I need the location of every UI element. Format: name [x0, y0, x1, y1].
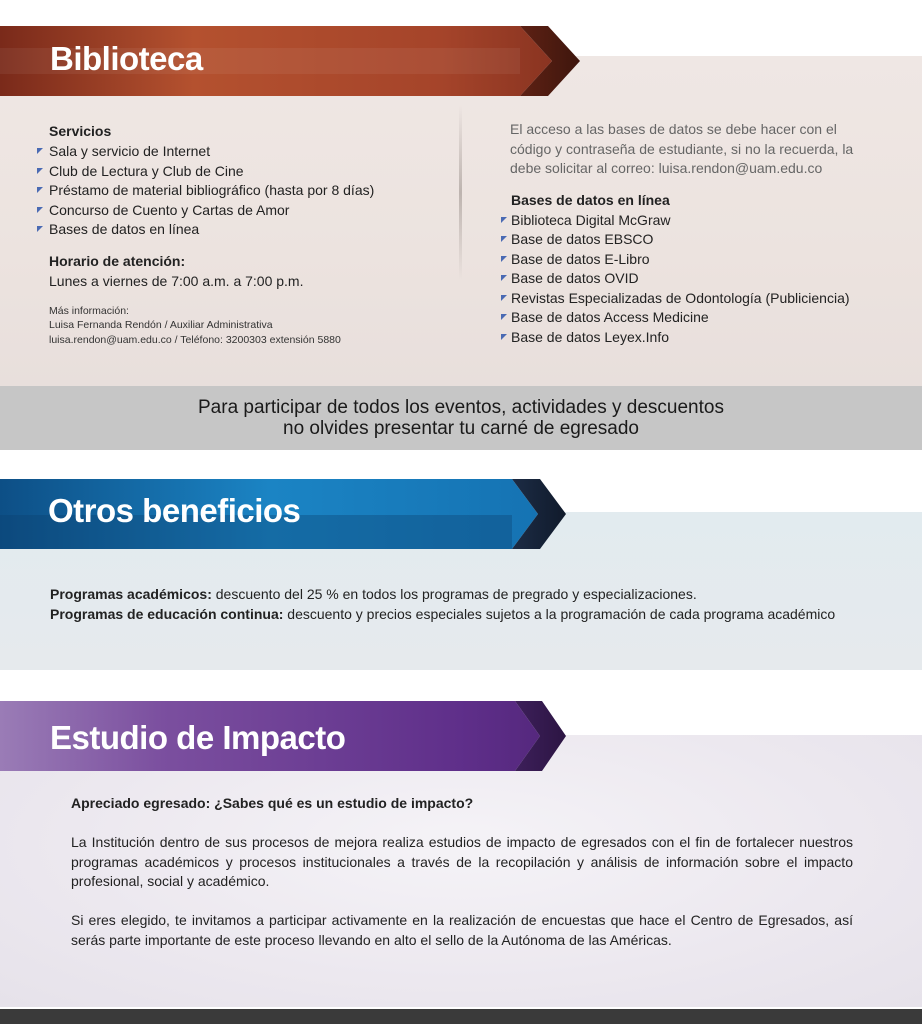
bullet-icon	[501, 275, 507, 281]
biblioteca-title: Biblioteca	[50, 40, 203, 77]
list-item: Base de datos OVID	[496, 269, 896, 289]
impacto-text	[71, 794, 853, 970]
hours-title: Horario de atención:	[49, 252, 186, 269]
notice-strip	[0, 386, 922, 450]
notice-line-1: Para participar de todos los eventos, actividades y descuentos	[198, 397, 724, 418]
services-title: Servicios	[49, 123, 112, 139]
impacto-paragraph-1: La Institución dentro de sus procesos de mejora realiza estudios de impacto de egresados con el fin de fortalecer nuestros programas académicos y procesos institucionales a través de la recopilación y análisis de información sobre el impacto profesional, social y académico.	[71, 834, 853, 889]
hours-value: Lunes a viernes de 7:00 a.m. a 7:00 p.m.	[49, 272, 304, 289]
benefit-description: descuento del 25 % en todos los programas de pregrado y especializaciones.	[211, 586, 697, 602]
services-list	[37, 142, 457, 240]
impacto-paragraph-2: Si eres elegido, te invitamos a participar activamente en la realización de encuestas que hace el Centro de Egresados, así serás parte importante de este proceso llevando en alto el sello de la Autónoma de las Américas.	[71, 912, 853, 948]
bottom-bar	[0, 1009, 922, 1024]
list-item: Revistas Especializadas de Odontología (Publiciencia)	[496, 289, 896, 309]
column-divider	[459, 105, 462, 280]
bullet-icon	[501, 334, 507, 340]
more-info	[49, 304, 457, 348]
databases-title: Bases de datos en línea	[511, 191, 670, 208]
otros-text	[50, 585, 910, 624]
impacto-question: Apreciado egresado: ¿Sabes qué es un estudio de impacto?	[71, 795, 474, 811]
bullet-icon	[37, 187, 43, 193]
databases-list	[496, 211, 896, 348]
more-info-label: Más información:	[49, 304, 129, 317]
bullet-icon	[37, 168, 43, 174]
impacto-banner	[0, 701, 922, 771]
list-item: Bases de datos en línea	[37, 220, 457, 240]
bullet-icon	[37, 207, 43, 213]
list-item: Concurso de Cuento y Cartas de Amor	[37, 201, 457, 221]
list-item: Sala y servicio de Internet	[37, 142, 457, 162]
benefit-item	[50, 585, 910, 605]
benefit-description: descuento y precios especiales sujetos a la programación de cada programa académico	[283, 605, 836, 622]
services-column	[37, 122, 457, 347]
bullet-icon	[501, 217, 507, 223]
otros-title: Otros beneficios	[48, 492, 301, 529]
bullet-icon	[501, 295, 507, 301]
bullet-icon	[501, 314, 507, 320]
benefit-item	[50, 605, 910, 625]
list-item: Base de datos Access Medicine	[496, 308, 896, 328]
more-info-contact: Luisa Fernanda Rendón / Auxiliar Administrativa	[49, 319, 273, 331]
bullet-icon	[501, 256, 507, 262]
access-text: El acceso a las bases de datos se debe hacer con el código y contraseña de estudiante, si no la recuerda, la debe solicitar al correo: luisa.rendon@uam.edu.co	[510, 121, 854, 176]
notice-line-2: no olvides presentar tu carné de egresado	[283, 418, 639, 439]
biblioteca-banner	[0, 26, 922, 96]
list-item: Biblioteca Digital McGraw	[496, 211, 896, 231]
bullet-icon	[501, 236, 507, 242]
more-info-email-phone: luisa.rendon@uam.edu.co / Teléfono: 3200303 extensión 5880	[49, 333, 341, 346]
otros-banner	[0, 479, 922, 549]
list-item: Base de datos Leyex.Info	[496, 328, 896, 348]
list-item: Préstamo de material bibliográfico (hasta por 8 días)	[37, 181, 457, 201]
databases-column	[496, 120, 896, 347]
list-item: Base de datos E-Libro	[496, 250, 896, 270]
benefit-label: Programas de educación continua:	[50, 605, 284, 622]
impacto-title: Estudio de Impacto	[50, 719, 346, 756]
list-item: Base de datos EBSCO	[496, 230, 896, 250]
bullet-icon	[37, 226, 43, 232]
list-item: Club de Lectura y Club de Cine	[37, 162, 457, 182]
benefit-label: Programas académicos:	[50, 586, 212, 602]
notice-text	[0, 397, 922, 439]
bullet-icon	[37, 148, 43, 154]
